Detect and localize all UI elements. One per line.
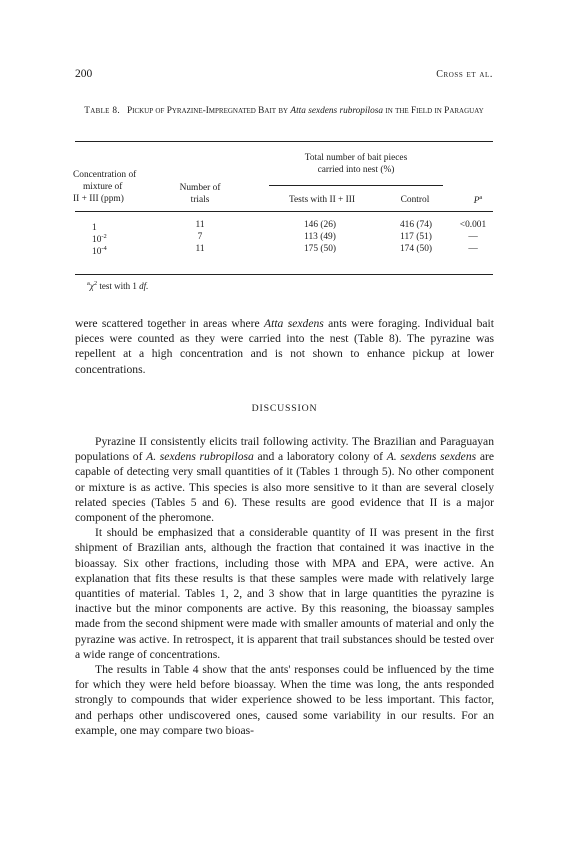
header-concentration-line3: II + III (ppm)	[73, 194, 124, 205]
running-head: Cross et al.	[436, 69, 493, 80]
cell-concentration-exponent: -4	[101, 245, 107, 252]
cell-concentration-exponent: -2	[101, 233, 107, 240]
cell-p: —	[468, 244, 478, 254]
disc-p1-text-1: Pyrazine II consistently elicits trail following activity. The Brazilian and Paraguayan populations of	[75, 435, 494, 464]
header-trials-line2: trials	[190, 195, 210, 206]
table-caption-text: Pickup of Pyrazine-Impregnated Bait by	[126, 106, 289, 116]
disc-p1-species-1: A. sexdens rubropilosa	[146, 450, 254, 464]
disc-p1-text-3: are capable of detecting very small quantities of it (Tables 1 through 5). No other component or mixture is as active. This species is also more sensitive to it than are several closely related species (Tables 5 and 6). These results are good evidence that II is a major component of the pheromone.	[75, 450, 494, 525]
cell-concentration-base: 10	[92, 235, 102, 246]
table-footnote	[87, 280, 148, 291]
header-concentration-line2: mixture of	[83, 182, 123, 193]
cell-trials: 11	[195, 220, 205, 230]
footnote-text: test with 1	[97, 281, 140, 291]
header-total-line2: carried into nest (%)	[317, 165, 395, 176]
discussion-body	[75, 434, 494, 738]
table-top-rule	[75, 141, 493, 142]
page-number: 200	[75, 68, 93, 80]
disc-p1-species-2: A. sexdens sexdens	[386, 450, 477, 464]
footnote-chi: χ	[89, 281, 94, 291]
table-header-rule	[75, 211, 493, 212]
table-bottom-rule	[75, 274, 493, 275]
header-p-footnote-mark: a	[479, 194, 483, 201]
cell-trials: 7	[197, 232, 203, 242]
header-concentration	[73, 169, 163, 206]
cell-p: <0.001	[459, 220, 487, 230]
header-total	[269, 152, 443, 176]
header-total-line1: Total number of bait pieces	[304, 153, 408, 163]
table-caption	[75, 104, 493, 118]
cell-tests: 146 (26)	[303, 220, 337, 230]
cell-concentration	[92, 243, 132, 258]
header-trials-line1: Number of	[179, 183, 221, 193]
header-p-symbol: P	[473, 196, 480, 207]
cell-control: 416 (74)	[399, 220, 433, 230]
cell-concentration-base: 1	[92, 223, 97, 234]
cell-control: 117 (51)	[400, 232, 432, 242]
header-tests: Tests with II + III	[288, 195, 356, 205]
cell-tests: 175 (50)	[303, 244, 337, 254]
intro-text-2: ants were foraging. Individual bait pieces were counted as they were carried into the nest (Table 8). The pyrazine was repellent at a high concentration and is not shown to enhance pickup at lower concentrations.	[75, 317, 494, 376]
discussion-paragraph-3: The results in Table 4 show that the ants' responses could be influenced by the time for which they were held before bioassay. When the time was long, the ants responded strongly to compounds that wider experience showed to be less important. This factor, and perhaps other undiscovered ones, caused some variability in our results. For an example, one may compare two bioas-	[75, 663, 494, 737]
footnote-chi-exponent: 2	[93, 280, 98, 287]
paragraph-intro	[75, 316, 494, 377]
disc-p1-text-2: and a laboratory colony of	[253, 450, 387, 464]
table-caption-species: Atta sexdens rubropilosa	[290, 106, 384, 116]
header-control: Control	[400, 195, 430, 205]
section-heading: DISCUSSION	[251, 403, 318, 414]
header-p	[466, 192, 490, 207]
discussion-paragraph-1	[75, 434, 494, 525]
footnote-mark: a	[87, 280, 90, 287]
footnote-df: df.	[139, 281, 149, 291]
cell-control: 174 (50)	[399, 244, 433, 254]
cell-trials: 11	[195, 244, 205, 254]
intro-species: Atta sexdens	[264, 317, 324, 330]
header-concentration-line1: Concentration of	[73, 170, 137, 180]
table-caption-label: Table 8.	[84, 106, 120, 116]
cell-tests: 113 (49)	[304, 232, 336, 242]
cell-concentration-base: 10	[92, 247, 102, 258]
header-trials	[172, 182, 228, 206]
table-caption-location: in the Field in Paraguay	[385, 106, 484, 116]
discussion-paragraph-2: It should be emphasized that a considerable quantity of II was present in the first shipment of Brazilian ants, although the fraction that contained it was inactive in the bioassay. Six other fractions, including those with MPA and EPA, were active. An explanation that fits these results is that these samples were made with relatively large quantities of material. Tables 1, 2, and 3 show that in large quantities the pyrazine is inactive but the minor components are active. By this reasoning, the bioassay samples made from the second shipment were made with smaller amounts of material and only the pyrazine was active. In retrospect, it is apparent that trail substances should be tested over a wide range of concentrations.	[75, 526, 494, 661]
header-spanner-rule	[269, 185, 443, 186]
intro-text-1: were scattered together in areas where	[75, 317, 265, 330]
cell-p: —	[468, 232, 478, 242]
